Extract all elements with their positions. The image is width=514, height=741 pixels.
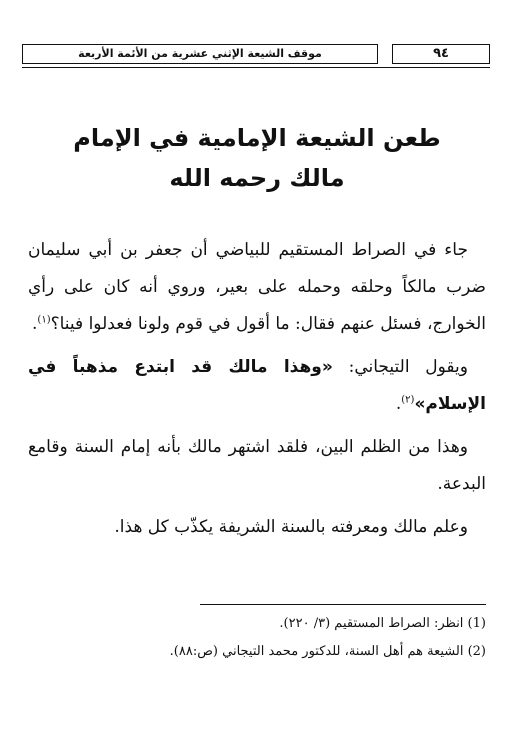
footnote-separator — [200, 604, 486, 605]
paragraph-1: جاء في الصراط المستقيم للبياضي أن جعفر بن أبي سليمان ضرب مالكاً وحلقه وحمله على بعير، وروي أنه كان على رأي الخوارج، فسئل عنهم فقال: ما أقول في قوم ولونا فعدلوا فينا؟$^{(١)}$. — [28, 240, 486, 334]
paragraph-2-end: . — [395, 394, 402, 414]
footnote-2: (2) الشيعة هم أهل السنة، للدكتور محمد التيجاني (ص:٨٨). — [169, 644, 486, 659]
tijani-quote: «وهذا مالك قد ابتدع مذهباً في الإسلام» — [28, 357, 486, 414]
footnote-ref-1: (١) — [37, 314, 51, 326]
footnote-1: (1) انظر: الصراط المستقيم (٣/ ٢٢٠). — [279, 616, 486, 631]
paragraph-2 — [28, 349, 486, 423]
body-text — [28, 232, 486, 552]
paragraph-3: وهذا من الظلم البين، فلقد اشتهر مالك بأنه إمام السنة وقامع البدعة. — [28, 437, 486, 494]
page-number: ٩٤ — [392, 44, 490, 64]
heading-line-2: مالك رحمه الله — [169, 164, 345, 192]
running-header — [22, 44, 490, 66]
paragraph-4: وعلم مالك ومعرفته بالسنة الشريفة يكذّب كل هذا. — [114, 517, 468, 537]
header-rule — [22, 67, 490, 68]
footnotes — [28, 610, 486, 666]
running-title: موقف الشيعة الإثني عشرية من الأئمة الأربعة — [22, 44, 378, 64]
chapter-heading — [40, 118, 474, 198]
heading-line-1: طعن الشيعة الإمامية في الإمام — [73, 124, 441, 152]
paragraph-2-lead: ويقول التيجاني: — [332, 357, 468, 377]
paragraph-1-text: جاء في الصراط المستقيم للبياضي أن جعفر بن أبي سليمان ضرب مالكاً وحلقه وحمله على بعير، وروي أنه كان على رأي الخوارج، فسئل عنهم فقال: ما أقول في قوم ولونا فعدلوا فينا؟ — [28, 240, 486, 334]
footnote-ref-2: (٢) — [401, 394, 415, 406]
